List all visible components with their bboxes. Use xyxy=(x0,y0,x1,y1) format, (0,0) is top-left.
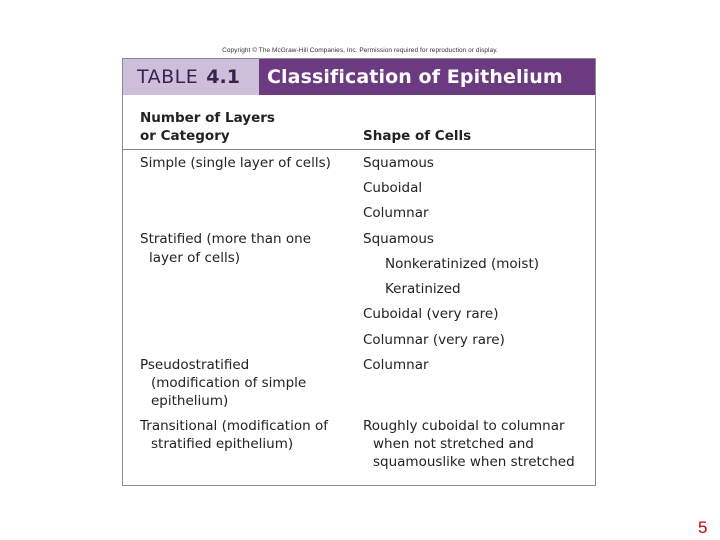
table-number: 4.1 xyxy=(206,66,240,88)
row-pseudo-layers-1: Pseudostratified xyxy=(140,357,250,373)
row-stratified-shape-2: Nonkeratinized (moist) xyxy=(385,256,540,272)
row-stratified-shape-5: Columnar (very rare) xyxy=(363,332,505,348)
row-simple-shape-3: Columnar xyxy=(363,205,429,221)
header-layers-line1: Number of Layers xyxy=(140,110,275,126)
table-frame xyxy=(122,58,596,486)
row-stratified-layers-1: Stratified (more than one xyxy=(140,231,312,247)
table-label xyxy=(123,59,259,95)
header-layers-line2: or Category xyxy=(140,128,230,144)
row-transitional-shape-2: when not stretched and xyxy=(373,436,534,452)
row-stratified-shape-3: Keratinized xyxy=(385,281,461,297)
row-simple-shape-2: Cuboidal xyxy=(363,180,423,196)
table-word: TABLE xyxy=(137,66,199,88)
table-title-bar xyxy=(123,59,595,95)
row-stratified-layers-2: layer of cells) xyxy=(149,250,240,266)
table-title xyxy=(259,59,595,95)
row-transitional-shape-3: squamouslike when stretched xyxy=(373,454,575,470)
row-stratified-shape-4: Cuboidal (very rare) xyxy=(363,306,499,322)
header-layers xyxy=(140,109,275,145)
table-title-text: Classification of Epithelium xyxy=(267,66,563,88)
header-divider xyxy=(123,149,595,150)
slide-number: 5 xyxy=(698,518,708,537)
row-simple-layers: Simple (single layer of cells) xyxy=(140,155,331,171)
header-shape: Shape of Cells xyxy=(363,128,472,144)
row-transitional-layers-1: Transitional (modification of xyxy=(140,418,328,434)
row-pseudo-shape-1: Columnar xyxy=(363,357,429,373)
row-stratified-shape-1: Squamous xyxy=(363,231,434,247)
row-pseudo-layers-3: epithelium) xyxy=(151,393,229,409)
row-pseudo-layers-2: (modification of simple xyxy=(151,375,307,391)
row-transitional-shape-1: Roughly cuboidal to columnar xyxy=(363,418,565,434)
row-simple-shape-1: Squamous xyxy=(363,155,434,171)
copyright-notice: Copyright © The McGraw-Hill Companies, Inc. Permission required for reproduction or display. xyxy=(222,47,498,54)
row-transitional-layers-2: stratified epithelium) xyxy=(151,436,294,452)
